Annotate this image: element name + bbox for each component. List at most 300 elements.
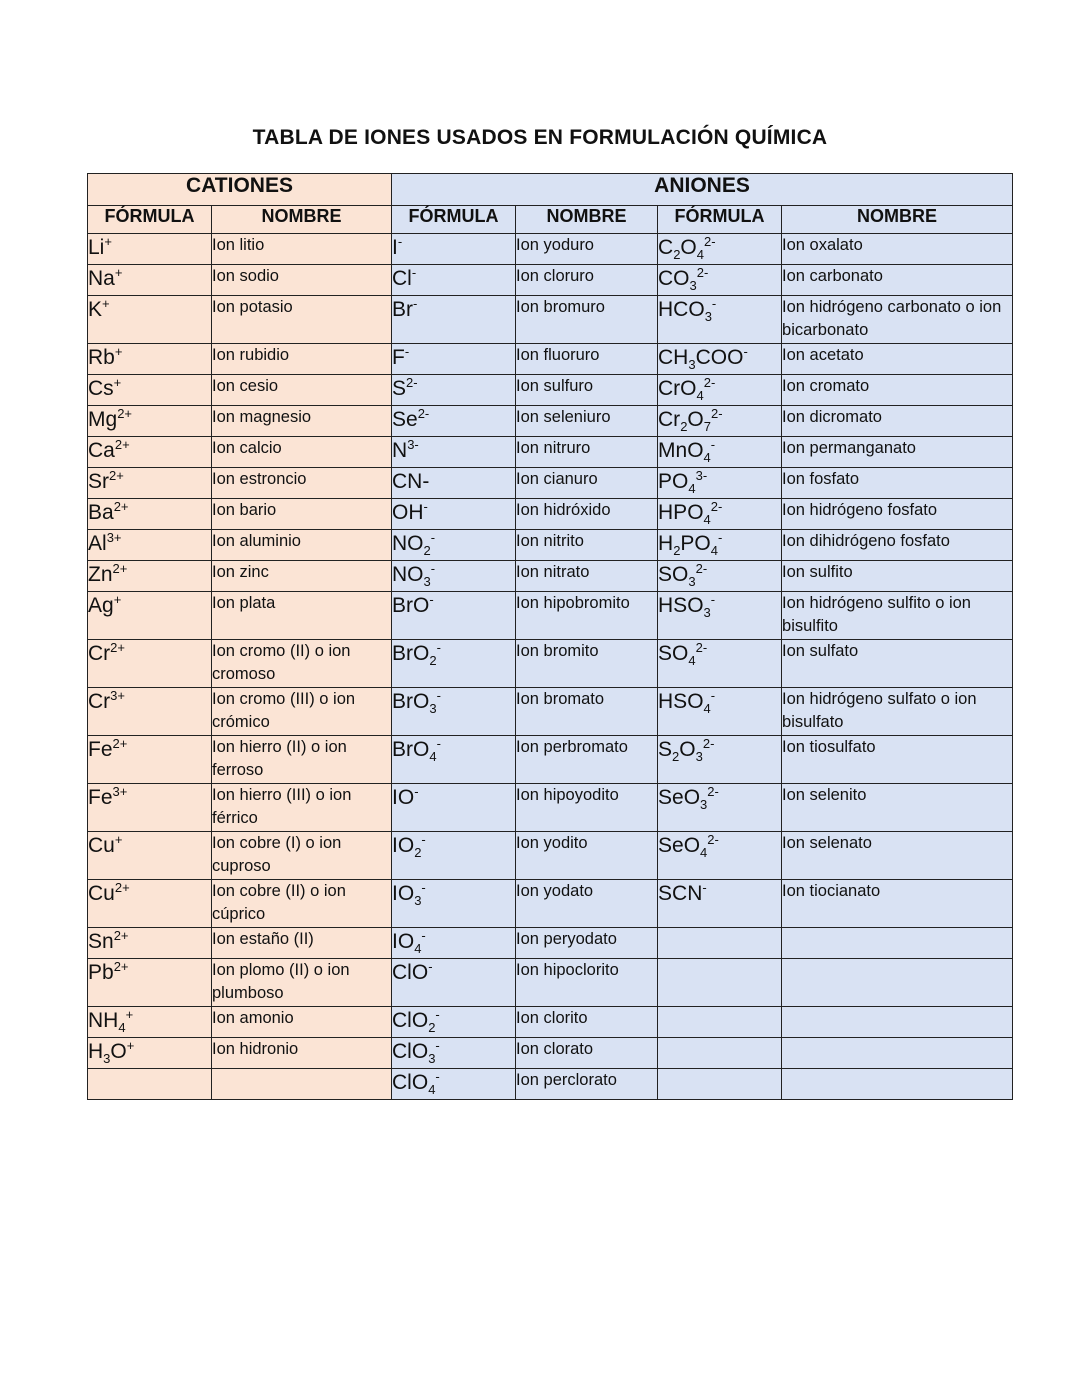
- formula-symbol: Cr: [88, 690, 111, 713]
- formula-subscript: 3: [688, 574, 696, 590]
- cation-name: Ion magnesio: [212, 406, 392, 437]
- formula-symbol: O: [110, 1040, 127, 1063]
- cation-formula: [88, 832, 212, 880]
- formula-charge: 2+: [113, 499, 129, 514]
- anion-name: Ion dicromato: [782, 406, 1013, 437]
- formula-charge: -: [411, 265, 417, 280]
- formula-charge: 2-: [417, 406, 430, 421]
- formula-symbol: O: [679, 738, 696, 761]
- cation-name: Ion potasio: [212, 296, 392, 344]
- anion-formula: [392, 1069, 516, 1100]
- formula-subscript: 4: [688, 653, 696, 669]
- anion-formula: [658, 784, 782, 832]
- cation-name: Ion plata: [212, 592, 392, 640]
- anion-formula: [392, 265, 516, 296]
- formula-symbol: Cu: [88, 834, 115, 857]
- formula-charge: -: [430, 561, 436, 576]
- anion-formula: [658, 561, 782, 592]
- formula-charge: -: [436, 640, 441, 655]
- formula-symbol: BrO: [392, 594, 430, 617]
- table-row: [88, 406, 1013, 437]
- formula-charge: +: [104, 234, 112, 249]
- anion-formula: [392, 437, 516, 468]
- formula-subscript: 4: [703, 450, 711, 466]
- formula-symbol: Al: [88, 532, 107, 555]
- anion-name: Ion selenito: [782, 784, 1013, 832]
- anion-formula: [658, 1038, 782, 1069]
- formula-symbol: Rb: [88, 346, 115, 369]
- cation-formula: [88, 959, 212, 1007]
- formula-symbol: BrO: [392, 642, 430, 665]
- anion-formula: [392, 640, 516, 688]
- formula-symbol: HPO: [658, 501, 704, 524]
- formula-subscript: 3: [103, 1051, 111, 1067]
- anion-formula: [658, 468, 782, 499]
- table-row: [88, 832, 1013, 880]
- formula-symbol: F: [392, 346, 405, 369]
- formula-symbol: N: [392, 439, 408, 462]
- cation-name: Ion cobre (I) o ion cuproso: [212, 832, 392, 880]
- anion-formula: [392, 561, 516, 592]
- formula-symbol: COO: [695, 346, 744, 369]
- anion-formula: [658, 406, 782, 437]
- table-row: [88, 959, 1013, 1007]
- table-row: [88, 1038, 1013, 1069]
- cation-name: [212, 1069, 392, 1100]
- cation-formula: [88, 296, 212, 344]
- formula-symbol: Li: [88, 236, 105, 259]
- formula-charge: -: [430, 530, 436, 545]
- table-row: [88, 296, 1013, 344]
- formula-charge: 2-: [695, 561, 708, 576]
- formula-symbol: O: [680, 236, 697, 259]
- anion-name: Ion perbromato: [516, 736, 658, 784]
- formula-column-header: FÓRMULA: [88, 206, 212, 234]
- anion-name: Ion fosfato: [782, 468, 1013, 499]
- formula-subscript: 2: [428, 1020, 436, 1036]
- formula-subscript: 4: [703, 701, 711, 717]
- formula-charge: +: [126, 1038, 135, 1053]
- anion-formula: [658, 1069, 782, 1100]
- formula-subscript: 4: [414, 941, 422, 957]
- cation-formula: [88, 736, 212, 784]
- cation-formula: [88, 265, 212, 296]
- anion-formula: [392, 1038, 516, 1069]
- anion-name: Ion perclorato: [516, 1069, 658, 1100]
- table-row: [88, 344, 1013, 375]
- formula-charge: 2+: [117, 406, 133, 421]
- table-row: [88, 530, 1013, 561]
- table-row: [88, 1069, 1013, 1100]
- formula-symbol: HSO: [658, 594, 704, 617]
- formula-charge: +: [114, 265, 123, 280]
- anion-formula: [392, 880, 516, 928]
- anion-name: Ion clorito: [516, 1007, 658, 1038]
- formula-symbol: S: [392, 377, 407, 400]
- anion-name: Ion sulfuro: [516, 375, 658, 406]
- table-row: [88, 928, 1013, 959]
- cation-formula: [88, 561, 212, 592]
- formula-charge: -: [710, 592, 716, 607]
- formula-subscript: 3: [688, 357, 696, 373]
- formula-charge: -: [718, 530, 723, 545]
- formula-charge: 2-: [406, 375, 418, 390]
- formula-symbol: IO: [392, 930, 415, 953]
- anion-name: [782, 1038, 1013, 1069]
- anion-name: Ion hidrógeno carbonato o ion bicarbonato: [782, 296, 1013, 344]
- anion-name: Ion fluoruro: [516, 344, 658, 375]
- formula-subscript: 4: [429, 749, 437, 765]
- cation-formula: [88, 344, 212, 375]
- anion-formula: [392, 406, 516, 437]
- formula-symbol: NO: [392, 532, 424, 555]
- formula-charge: 2+: [112, 736, 128, 751]
- formula-symbol: ClO: [392, 1009, 429, 1032]
- table-row: [88, 784, 1013, 832]
- formula-charge: 3-: [695, 468, 708, 483]
- formula-symbol: Sr: [88, 470, 109, 493]
- ion-rows: [88, 234, 1013, 1100]
- formula-symbol: Zn: [88, 563, 113, 586]
- name-column-header: NOMBRE: [516, 206, 658, 234]
- table-row: [88, 688, 1013, 736]
- formula-charge: -: [435, 1038, 440, 1053]
- cation-name: Ion plomo (II) o ion plumboso: [212, 959, 392, 1007]
- table-row: [88, 499, 1013, 530]
- formula-charge: 3+: [112, 784, 128, 799]
- anion-formula: [392, 784, 516, 832]
- cation-formula: [88, 1007, 212, 1038]
- formula-charge: 2-: [702, 736, 715, 751]
- anion-name: Ion hidróxido: [516, 499, 658, 530]
- cation-formula: [88, 468, 212, 499]
- formula-symbol: IO: [392, 786, 415, 809]
- formula-charge: 2+: [114, 437, 130, 452]
- anion-formula: [392, 592, 516, 640]
- formula-charge: +: [125, 1007, 134, 1022]
- formula-subscript: 4: [688, 481, 696, 497]
- anion-formula: [392, 832, 516, 880]
- formula-subscript: 3: [689, 278, 697, 294]
- anion-formula: [658, 640, 782, 688]
- formula-symbol: ClO: [392, 1071, 429, 1094]
- cation-formula: [88, 592, 212, 640]
- formula-symbol: MnO: [658, 439, 704, 462]
- formula-symbol: Ba: [88, 501, 114, 524]
- anion-name: Ion hipoclorito: [516, 959, 658, 1007]
- cation-formula: [88, 406, 212, 437]
- formula-charge: -: [421, 832, 426, 847]
- formula-charge: 2-: [695, 640, 708, 655]
- formula-symbol: NO: [392, 563, 424, 586]
- cation-name: Ion hierro (II) o ion ferroso: [212, 736, 392, 784]
- formula-symbol: I: [392, 236, 398, 259]
- anion-name: Ion tiocianato: [782, 880, 1013, 928]
- anion-name: Ion sulfato: [782, 640, 1013, 688]
- formula-charge: 2+: [110, 640, 125, 655]
- formula-subscript: 2: [672, 749, 680, 765]
- anion-formula: [658, 688, 782, 736]
- formula-subscript: 4: [700, 845, 708, 861]
- anion-name: Ion yoduro: [516, 234, 658, 265]
- table-row: [88, 880, 1013, 928]
- formula-subscript: 3: [703, 605, 711, 621]
- cation-name: Ion cobre (II) o ion cúprico: [212, 880, 392, 928]
- anion-name: Ion hidrógeno sulfato o ion bisulfato: [782, 688, 1013, 736]
- formula-symbol: SO: [658, 642, 689, 665]
- anion-formula: [658, 530, 782, 561]
- formula-charge: -: [397, 234, 403, 249]
- formula-charge: 2+: [112, 561, 128, 576]
- formula-symbol: K: [88, 298, 103, 321]
- formula-charge: -: [413, 296, 418, 311]
- cation-name: Ion cromo (II) o ion cromoso: [212, 640, 392, 688]
- anion-name: Ion oxalato: [782, 234, 1013, 265]
- formula-symbol: SeO: [658, 786, 701, 809]
- formula-column-header: FÓRMULA: [392, 206, 516, 234]
- anion-formula: [392, 928, 516, 959]
- anion-name: Ion cloruro: [516, 265, 658, 296]
- cation-name: Ion zinc: [212, 561, 392, 592]
- anion-name: Ion acetato: [782, 344, 1013, 375]
- formula-symbol: Cr: [88, 642, 111, 665]
- formula-subscript: 3: [429, 701, 437, 717]
- anion-name: [782, 959, 1013, 1007]
- formula-subscript: 4: [696, 388, 704, 404]
- anion-formula: [392, 736, 516, 784]
- cation-formula: [88, 530, 212, 561]
- formula-symbol: IO: [392, 834, 415, 857]
- table-row: [88, 375, 1013, 406]
- table-row: [88, 561, 1013, 592]
- anion-name: Ion bromito: [516, 640, 658, 688]
- anion-name: Ion nitruro: [516, 437, 658, 468]
- formula-charge: +: [102, 296, 110, 311]
- anion-name: Ion clorato: [516, 1038, 658, 1069]
- anion-name: Ion hidrógeno sulfito o ion bisulfito: [782, 592, 1013, 640]
- formula-symbol: CH: [658, 346, 689, 369]
- formula-symbol: H: [658, 532, 674, 555]
- formula-symbol: Fe: [88, 738, 113, 761]
- formula-symbol: ClO: [392, 961, 429, 984]
- anion-formula: [658, 832, 782, 880]
- table-row: [88, 468, 1013, 499]
- formula-charge: -: [421, 880, 426, 895]
- cation-name: Ion estroncio: [212, 468, 392, 499]
- formula-symbol: SCN: [658, 882, 703, 905]
- table-row: [88, 265, 1013, 296]
- formula-symbol: IO: [392, 882, 415, 905]
- formula-charge: -: [404, 344, 410, 359]
- formula-charge: -: [702, 880, 707, 895]
- formula-symbol: Br: [392, 298, 414, 321]
- formula-symbol: Cl: [392, 267, 412, 290]
- anion-formula: [658, 234, 782, 265]
- anion-name: Ion peryodato: [516, 928, 658, 959]
- formula-subscript: 2: [680, 419, 688, 435]
- anion-name: Ion permanganato: [782, 437, 1013, 468]
- formula-charge: 2-: [696, 265, 709, 280]
- anion-name: Ion hipobromito: [516, 592, 658, 640]
- formula-subscript: 2: [673, 543, 681, 559]
- formula-subscript: 3: [428, 1051, 436, 1067]
- anion-name: Ion tiosulfato: [782, 736, 1013, 784]
- anion-formula: [658, 880, 782, 928]
- formula-symbol: C: [658, 236, 674, 259]
- anion-formula: [392, 234, 516, 265]
- formula-symbol: OH: [392, 501, 424, 524]
- formula-symbol: Pb: [88, 961, 114, 984]
- cation-formula: [88, 234, 212, 265]
- cation-name: Ion hierro (III) o ion férrico: [212, 784, 392, 832]
- cation-name: Ion sodio: [212, 265, 392, 296]
- formula-symbol: CN-: [392, 470, 430, 493]
- formula-charge: -: [710, 437, 716, 452]
- formula-symbol: Cs: [88, 377, 114, 400]
- cation-name: Ion hidronio: [212, 1038, 392, 1069]
- anion-formula: [658, 959, 782, 1007]
- anion-formula: [658, 437, 782, 468]
- formula-subscript: 7: [703, 419, 711, 435]
- formula-symbol: PO: [658, 470, 689, 493]
- formula-symbol: SeO: [658, 834, 701, 857]
- anion-formula: [658, 1007, 782, 1038]
- formula-subscript: 3: [704, 309, 712, 325]
- cation-name: Ion amonio: [212, 1007, 392, 1038]
- formula-symbol: S: [658, 738, 673, 761]
- anion-name: Ion sulfito: [782, 561, 1013, 592]
- formula-charge: 2-: [711, 406, 723, 421]
- formula-symbol: O: [687, 408, 704, 431]
- anion-name: Ion hidrógeno fosfato: [782, 499, 1013, 530]
- formula-charge: -: [711, 296, 717, 311]
- formula-column-header: FÓRMULA: [658, 206, 782, 234]
- anion-name: Ion seleniuro: [516, 406, 658, 437]
- cation-formula: [88, 1038, 212, 1069]
- name-column-header: NOMBRE: [212, 206, 392, 234]
- anion-formula: [392, 296, 516, 344]
- anion-formula: [658, 344, 782, 375]
- anion-name: Ion cromato: [782, 375, 1013, 406]
- formula-charge: 3+: [106, 530, 122, 545]
- formula-subscript: 2: [673, 247, 681, 263]
- formula-subscript: 4: [696, 247, 704, 263]
- anion-formula: [658, 375, 782, 406]
- formula-symbol: Sn: [88, 930, 114, 953]
- anion-formula: [658, 499, 782, 530]
- formula-symbol: Na: [88, 267, 115, 290]
- formula-subscript: 4: [428, 1082, 436, 1098]
- formula-charge: 2-: [707, 832, 719, 847]
- anion-formula: [392, 959, 516, 1007]
- formula-charge: +: [114, 832, 123, 847]
- formula-symbol: Cu: [88, 882, 115, 905]
- anion-name: Ion yodito: [516, 832, 658, 880]
- formula-subscript: 4: [703, 512, 711, 528]
- formula-charge: 2-: [707, 784, 719, 799]
- formula-symbol: BrO: [392, 738, 430, 761]
- formula-symbol: HSO: [658, 690, 704, 713]
- anion-formula: [392, 1007, 516, 1038]
- cation-formula: [88, 640, 212, 688]
- formula-subscript: 2: [414, 845, 422, 861]
- formula-charge: 3+: [110, 688, 125, 703]
- formula-subscript: 4: [710, 543, 718, 559]
- formula-charge: -: [435, 1007, 440, 1022]
- formula-charge: 2+: [113, 959, 129, 974]
- anion-name: [782, 1069, 1013, 1100]
- cation-name: Ion litio: [212, 234, 392, 265]
- anion-formula: [392, 468, 516, 499]
- anion-formula: [658, 265, 782, 296]
- formula-charge: 2-: [703, 375, 716, 390]
- formula-charge: -: [421, 928, 426, 943]
- cation-formula: [88, 928, 212, 959]
- anion-name: Ion yodato: [516, 880, 658, 928]
- formula-symbol: BrO: [392, 690, 430, 713]
- formula-symbol: CO: [658, 267, 690, 290]
- name-column-header: NOMBRE: [782, 206, 1013, 234]
- formula-charge: -: [429, 592, 434, 607]
- formula-subscript: 3: [695, 749, 703, 765]
- formula-symbol: ClO: [392, 1040, 429, 1063]
- anion-name: Ion hipoyodito: [516, 784, 658, 832]
- formula-symbol: NH: [88, 1009, 119, 1032]
- anion-formula: [658, 592, 782, 640]
- formula-symbol: Ca: [88, 439, 115, 462]
- anion-formula: [658, 296, 782, 344]
- formula-charge: 3-: [407, 437, 419, 452]
- formula-symbol: Mg: [88, 408, 118, 431]
- anion-formula: [392, 499, 516, 530]
- formula-charge: -: [435, 1069, 440, 1084]
- cation-formula: [88, 784, 212, 832]
- cation-name: Ion cromo (III) o ion crómico: [212, 688, 392, 736]
- cation-name: Ion calcio: [212, 437, 392, 468]
- anion-name: Ion cianuro: [516, 468, 658, 499]
- formula-symbol: Se: [392, 408, 418, 431]
- formula-charge: -: [414, 784, 419, 799]
- table-row: [88, 234, 1013, 265]
- table-row: [88, 437, 1013, 468]
- table-row: [88, 592, 1013, 640]
- formula-symbol: PO: [680, 532, 711, 555]
- anion-name: Ion dihidrógeno fosfato: [782, 530, 1013, 561]
- cation-name: Ion estaño (II): [212, 928, 392, 959]
- formula-symbol: SO: [658, 563, 689, 586]
- anion-formula: [392, 375, 516, 406]
- cation-formula: [88, 688, 212, 736]
- cation-name: Ion bario: [212, 499, 392, 530]
- formula-subscript: 3: [700, 797, 708, 813]
- formula-charge: -: [436, 688, 441, 703]
- formula-symbol: H: [88, 1040, 104, 1063]
- formula-symbol: CrO: [658, 377, 697, 400]
- formula-charge: -: [423, 499, 428, 514]
- formula-charge: -: [428, 959, 433, 974]
- cation-formula: [88, 437, 212, 468]
- formula-charge: -: [710, 688, 716, 703]
- anion-formula: [658, 736, 782, 784]
- formula-symbol: Ag: [88, 594, 114, 617]
- cation-formula: [88, 880, 212, 928]
- anions-header: ANIONES: [392, 174, 1013, 206]
- anion-formula: [392, 344, 516, 375]
- formula-charge: 2+: [109, 468, 124, 483]
- formula-subscript: 2: [429, 653, 437, 669]
- formula-subscript: 3: [414, 893, 422, 909]
- anion-name: Ion selenato: [782, 832, 1013, 880]
